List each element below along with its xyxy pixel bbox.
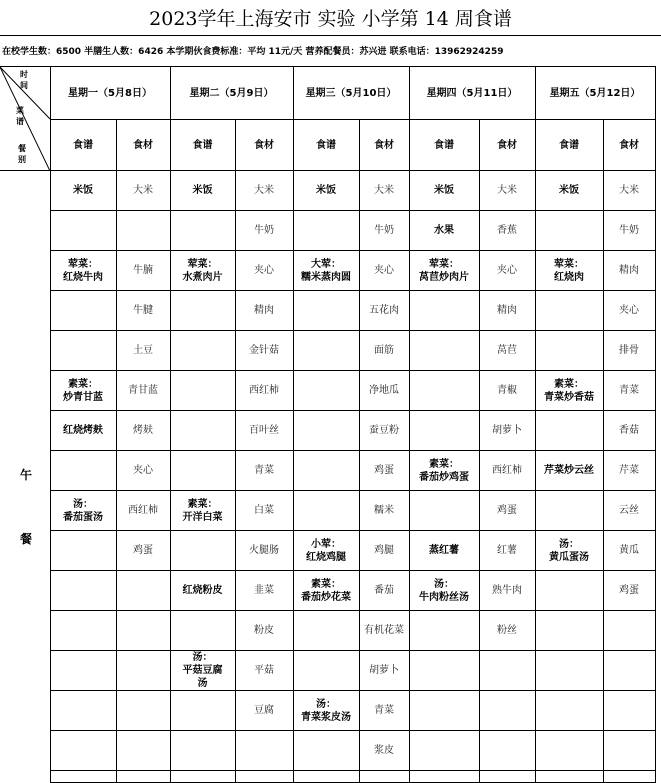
recipe-cell: 汤： 平菇豆腐 汤 [170, 651, 235, 691]
table-row [0, 491, 655, 531]
recipe-cell: 荤菜： 水煮肉片 [170, 251, 235, 291]
table-row [0, 411, 655, 451]
recipe-cell: 素菜： 开洋白菜 [170, 491, 235, 531]
recipe-cell [535, 651, 603, 691]
table-row [0, 451, 655, 491]
ingredient-cell [603, 651, 655, 691]
recipe-cell: 米饭 [170, 171, 235, 211]
ingredient-cell: 排骨 [603, 331, 655, 371]
ingredient-cell: 糯米 [359, 491, 409, 531]
ingredient-cell [603, 611, 655, 651]
recipe-cell [535, 491, 603, 531]
recipe-cell: 素菜： 番茄炒鸡蛋 [409, 451, 479, 491]
recipe-column-header: 食谱 [409, 120, 479, 171]
ingredient-cell: 云丝 [603, 491, 655, 531]
ingredient-cell: 黄瓜 [603, 531, 655, 571]
recipe-cell [50, 291, 116, 331]
recipe-cell [170, 291, 235, 331]
ingredient-cell [116, 731, 170, 771]
ingredient-cell [116, 211, 170, 251]
table-row [0, 171, 655, 211]
table-row [0, 691, 655, 731]
recipe-cell [50, 211, 116, 251]
ingredient-cell: 鸡蛋 [479, 491, 535, 531]
day-header: 星期五（5月12日） [535, 67, 655, 120]
ingredient-column-header: 食材 [603, 120, 655, 171]
recipe-cell [293, 291, 359, 331]
ingredient-cell [116, 571, 170, 611]
ingredient-cell: 牛奶 [235, 211, 293, 251]
meal-type-cell [0, 171, 50, 783]
ingredient-cell [479, 691, 535, 731]
ingredient-cell: 鸡腿 [359, 531, 409, 571]
ingredient-cell: 牛腱 [116, 291, 170, 331]
recipe-cell [535, 211, 603, 251]
ingredient-cell: 大米 [359, 171, 409, 211]
ingredient-cell: 大米 [235, 171, 293, 211]
ingredient-cell: 粉皮 [235, 611, 293, 651]
table-row [0, 651, 655, 691]
recipe-cell: 素菜： 番茄炒花菜 [293, 571, 359, 611]
recipe-cell [409, 491, 479, 531]
recipe-cell [293, 451, 359, 491]
recipe-cell [293, 211, 359, 251]
recipe-cell [535, 331, 603, 371]
table-row [0, 611, 655, 651]
ingredient-cell: 金针菇 [235, 331, 293, 371]
ingredient-cell: 夹心 [235, 251, 293, 291]
recipe-cell: 米饭 [535, 171, 603, 211]
recipe-cell [293, 611, 359, 651]
recipe-cell [293, 491, 359, 531]
recipe-column-header: 食谱 [170, 120, 235, 171]
recipe-cell [170, 451, 235, 491]
recipe-cell [170, 611, 235, 651]
recipe-cell [50, 451, 116, 491]
ingredient-cell: 精肉 [235, 291, 293, 331]
table-row [0, 251, 655, 291]
recipe-cell [50, 571, 116, 611]
recipe-column-header: 食谱 [293, 120, 359, 171]
table-row [0, 571, 655, 611]
recipe-cell [535, 691, 603, 731]
corner-meal-label: 餐 别 [18, 144, 26, 164]
recipe-cell [170, 531, 235, 571]
corner-recipe-label: 菜 谱 [16, 106, 24, 126]
ingredient-cell: 白菜 [235, 491, 293, 531]
ingredient-cell: 精肉 [603, 251, 655, 291]
day-header: 星期四（5月11日） [409, 67, 535, 120]
recipe-cell [409, 371, 479, 411]
ingredient-cell: 大米 [479, 171, 535, 211]
ingredient-cell [116, 651, 170, 691]
ingredient-cell: 青甘蓝 [116, 371, 170, 411]
ingredient-cell [479, 731, 535, 771]
ingredient-cell [116, 611, 170, 651]
ingredient-cell: 夹心 [359, 251, 409, 291]
recipe-cell [409, 651, 479, 691]
table-row [0, 291, 655, 331]
recipe-cell [170, 411, 235, 451]
recipe-cell: 米饭 [50, 171, 116, 211]
recipe-cell [170, 211, 235, 251]
recipe-cell: 汤： 黄瓜蛋汤 [535, 531, 603, 571]
recipe-column-header: 食谱 [535, 120, 603, 171]
recipe-cell: 荤菜： 莴苣炒肉片 [409, 251, 479, 291]
ingredient-cell: 青菜 [359, 691, 409, 731]
recipe-cell: 红烧粉皮 [170, 571, 235, 611]
recipe-cell: 小荤： 红烧鸡腿 [293, 531, 359, 571]
recipe-cell [535, 291, 603, 331]
ingredient-cell: 西红柿 [235, 371, 293, 411]
ingredient-cell: 土豆 [116, 331, 170, 371]
ingredient-cell: 莴苣 [479, 331, 535, 371]
ingredient-column-header: 食材 [116, 120, 170, 171]
school-info: 在校学生数：6500 半膳生人数：6426 本学期伙食费标准：平均 11元/天 营养配餐员：苏兴进 联系电话：13962924259 [2, 47, 504, 57]
ingredient-cell: 青菜 [603, 371, 655, 411]
ingredient-column-header: 食材 [359, 120, 409, 171]
ingredient-cell [603, 731, 655, 771]
recipe-cell [293, 331, 359, 371]
ingredient-cell: 韭菜 [235, 571, 293, 611]
recipe-cell [535, 411, 603, 451]
day-header: 星期二（5月9日） [170, 67, 293, 120]
ingredient-cell: 平菇 [235, 651, 293, 691]
ingredient-cell: 青椒 [479, 371, 535, 411]
ingredient-cell: 牛奶 [603, 211, 655, 251]
recipe-cell: 荤菜： 红烧牛肉 [50, 251, 116, 291]
recipe-cell [293, 651, 359, 691]
ingredient-cell: 净地瓜 [359, 371, 409, 411]
corner-time-label: 时 间 [20, 70, 28, 90]
table-row [0, 371, 655, 411]
ingredient-cell: 胡萝卜 [359, 651, 409, 691]
ingredient-cell [603, 691, 655, 731]
ingredient-cell: 豆腐 [235, 691, 293, 731]
ingredient-cell: 胡萝卜 [479, 411, 535, 451]
recipe-cell: 汤： 番茄蛋汤 [50, 491, 116, 531]
ingredient-cell: 熟牛肉 [479, 571, 535, 611]
ingredient-column-header: 食材 [235, 120, 293, 171]
recipe-cell: 汤： 牛肉粉丝汤 [409, 571, 479, 611]
recipe-cell [535, 731, 603, 771]
ingredient-cell: 浆皮 [359, 731, 409, 771]
recipe-cell [293, 371, 359, 411]
day-header: 星期三（5月10日） [293, 67, 409, 120]
ingredient-cell: 五花肉 [359, 291, 409, 331]
ingredient-cell: 牛腩 [116, 251, 170, 291]
ingredient-cell: 香菇 [603, 411, 655, 451]
ingredient-cell: 蚕豆粉 [359, 411, 409, 451]
recipe-cell [409, 411, 479, 451]
recipe-cell: 红烧烤麸 [50, 411, 116, 451]
recipe-cell [170, 731, 235, 771]
ingredient-cell: 鸡蛋 [603, 571, 655, 611]
recipe-cell [50, 731, 116, 771]
ingredient-cell [479, 651, 535, 691]
recipe-cell: 荤菜： 红烧肉 [535, 251, 603, 291]
recipe-cell: 米饭 [409, 171, 479, 211]
recipe-cell [170, 331, 235, 371]
recipe-cell: 蒸红薯 [409, 531, 479, 571]
menu-table [0, 66, 656, 783]
ingredient-cell: 鸡蛋 [359, 451, 409, 491]
ingredient-cell [235, 731, 293, 771]
meal-char-1: 午 [20, 468, 33, 482]
recipe-cell: 芹菜炒云丝 [535, 451, 603, 491]
recipe-cell [50, 611, 116, 651]
ingredient-cell: 红薯 [479, 531, 535, 571]
ingredient-cell: 番茄 [359, 571, 409, 611]
recipe-cell [293, 411, 359, 451]
table-row [0, 731, 655, 771]
ingredient-cell: 西红柿 [479, 451, 535, 491]
ingredient-cell: 火腿肠 [235, 531, 293, 571]
ingredient-cell [116, 691, 170, 731]
recipe-cell [409, 611, 479, 651]
page-title: 2023学年上海安市 实验 小学第 14 周食谱 [0, 0, 661, 36]
recipe-cell [170, 371, 235, 411]
recipe-cell [50, 531, 116, 571]
day-header: 星期一（5月8日） [50, 67, 170, 120]
ingredient-cell: 精肉 [479, 291, 535, 331]
recipe-cell [50, 651, 116, 691]
recipe-cell: 水果 [409, 211, 479, 251]
table-row [0, 531, 655, 571]
recipe-cell: 汤： 青菜浆皮汤 [293, 691, 359, 731]
recipe-cell [170, 691, 235, 731]
ingredient-cell: 面筋 [359, 331, 409, 371]
recipe-cell [409, 291, 479, 331]
table-row [0, 211, 655, 251]
table-row [0, 331, 655, 371]
ingredient-cell: 香蕉 [479, 211, 535, 251]
ingredient-column-header: 食材 [479, 120, 535, 171]
ingredient-cell: 夹心 [603, 291, 655, 331]
ingredient-cell: 牛奶 [359, 211, 409, 251]
recipe-cell [50, 691, 116, 731]
ingredient-cell: 大米 [603, 171, 655, 211]
ingredient-cell: 青菜 [235, 451, 293, 491]
corner-header [0, 67, 50, 171]
recipe-cell: 素菜： 青菜炒香菇 [535, 371, 603, 411]
ingredient-cell: 百叶丝 [235, 411, 293, 451]
ingredient-cell: 大米 [116, 171, 170, 211]
ingredient-cell: 鸡蛋 [116, 531, 170, 571]
ingredient-cell: 西红柿 [116, 491, 170, 531]
recipe-cell [535, 611, 603, 651]
ingredient-cell: 粉丝 [479, 611, 535, 651]
recipe-column-header: 食谱 [50, 120, 116, 171]
recipe-cell: 素菜： 炒青甘蓝 [50, 371, 116, 411]
ingredient-cell: 夹心 [479, 251, 535, 291]
recipe-cell [535, 571, 603, 611]
recipe-cell [409, 691, 479, 731]
ingredient-cell: 烤麸 [116, 411, 170, 451]
recipe-cell [409, 331, 479, 371]
recipe-cell [293, 731, 359, 771]
ingredient-cell: 夹心 [116, 451, 170, 491]
recipe-cell [50, 331, 116, 371]
recipe-cell: 大荤： 糯米蒸肉圆 [293, 251, 359, 291]
recipe-cell: 米饭 [293, 171, 359, 211]
ingredient-cell: 芹菜 [603, 451, 655, 491]
recipe-cell [409, 731, 479, 771]
meal-char-2: 餐 [20, 532, 33, 546]
ingredient-cell: 有机花菜 [359, 611, 409, 651]
